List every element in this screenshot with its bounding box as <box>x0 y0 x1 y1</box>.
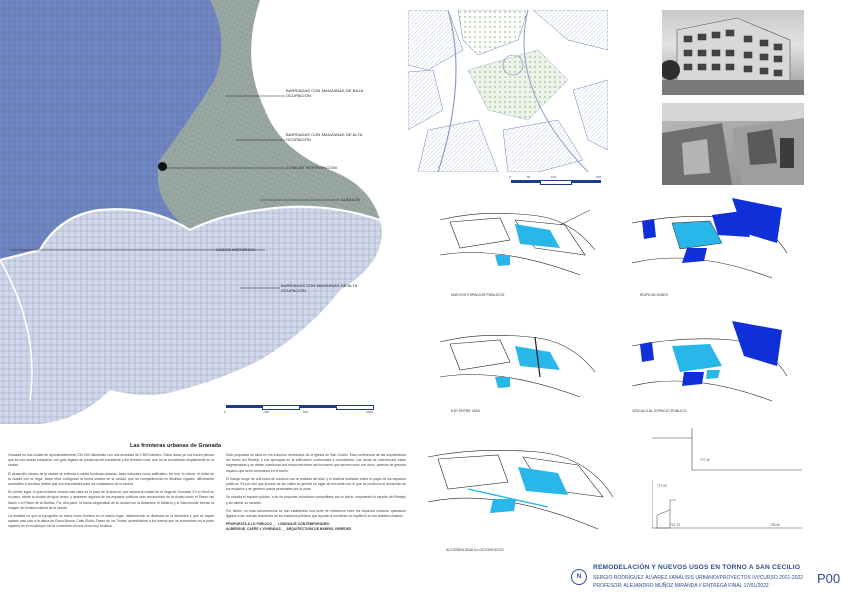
essay-column-2 <box>226 453 406 533</box>
section-dim-2: 777.00 <box>657 484 667 488</box>
label-low-density: BARRIADAS CON MANZANAS DE BAJA OCUPACIÓN <box>286 88 364 98</box>
scale-site-3: 200 <box>596 175 602 179</box>
caption-buildings: EDIFICACIONES <box>640 293 668 297</box>
scale-site-2: 100 <box>551 175 557 179</box>
label-albaicin: ALBAICÍN <box>341 197 361 202</box>
diagram-axis <box>440 322 600 407</box>
diagram-public-spaces <box>440 200 600 285</box>
scale-site-0: 0 <box>509 175 511 179</box>
label-intervention-zone: ZONA DE INTERVENCIÓN <box>286 165 337 170</box>
aerial-photo-drawing <box>662 103 804 185</box>
intervention-marker <box>158 162 167 171</box>
scale-bar-city <box>226 405 374 408</box>
essay-col1-p2: El desarrollo urbano de la ciudad se enfrenta a varias fronteras urbanas, tanto naturales como artificiales: los ríos, el relieve, el límite de la ciudad con la Vega, todos ellos configuran la forma urbana de la ciudad, que se compartimenta en distintos lugares, difícilmente accesibles a escasos límites que son importantes para los ciudadanos de la ciudad. <box>8 471 214 487</box>
professor-line: PROFESOR: ALEJANDRO MUÑOZ MIRANDA // ENTREGA FINAL 17/01/2022 <box>593 583 769 589</box>
scale-site-1: 50 <box>527 175 531 179</box>
essay-col1-p1: Granada es una ciudad de aproximadamente 230.000 habitantes con una densidad de 2.500 hab/km². Estos datos ya nos hacen pensar que es una ciudad compacta, con gran legado de presencia del estudiante y del territorio rural, que no se encuentran ampliamente en la ciudad. <box>8 453 214 468</box>
caption-axis: EJE ENTRE VÍAS <box>451 409 480 413</box>
site-plan <box>408 10 608 172</box>
label-high-density-north: BARRIADAS CON MANZANAS DE ALTA OCUPACIÓN <box>286 132 363 142</box>
essay-references: PROPUESTA A LO PÚBLICO___ LENGUAJE CONTEMPORÁNEO <box>226 522 330 527</box>
section-drawing-top <box>652 428 802 478</box>
caption-accessibility: ACCESIBILIDAD A LOS EDIFICIOS <box>446 548 504 552</box>
essay-col1-p3: En primer lugar, la gran frontera urbana más clara es el paso de la autovía, que separa la ciudad de la Vega de Granada. El río Genil es su paso, divide la ciudad de igual modo, y aparecen algunos de los espacios públicos más reconocidos de la ciudad como el Paseo del Salón o el Paseo de la Bomba. Por otra parte, la trama longitudinal de la ciudad con la Alhambra, el Albaicín y el Sacromonte forman la imagen de frontera natural de la ciudad. <box>8 490 214 510</box>
author-line: SERGIO RODRÍGUEZ ÁLVAREZ //ANÁLISIS URBANO//PROYECTOS IV//CURSO 2021-2022 <box>593 575 804 581</box>
diagram-accessibility <box>428 437 618 537</box>
essay-title: Las fronteras urbanas de Granada <box>130 443 222 449</box>
project-title: REMODELACIÓN Y NUEVOS USOS EN TORNO A SAN CECILIO <box>593 564 801 571</box>
section-dim-4: 739.40 <box>770 523 780 527</box>
caption-public-spaces: NUEVOS ESPACIOS PÚBLICOS <box>451 293 505 297</box>
label-historic-center: CASCO HISTÓRICO <box>216 247 256 252</box>
north-arrow-label: N <box>576 574 582 580</box>
building-photo <box>662 10 804 95</box>
building-photo-drawing <box>662 10 804 95</box>
sheet-number: P00 <box>817 571 841 586</box>
scale-city-2: 500 <box>303 410 309 414</box>
scale-bar-site <box>511 180 601 183</box>
essay-column-1 <box>8 453 214 530</box>
diagram-public-link <box>632 318 792 408</box>
scale-city-0: 0 <box>224 410 226 414</box>
label-high-density-south: BARRIADAS CON MANZANAS DE ALTA OCUPACIÓN <box>281 283 358 293</box>
essay-references-2: ALBERGUE, CAFÉS Y VIVIENDAS___ARQUITECTURA DE BARRIO, PAREDES <box>226 527 352 532</box>
section-dim-3: 712.70 <box>670 523 680 527</box>
section-dim-1: 727.40 <box>700 458 710 462</box>
essay-col2-p1: Esta propuesta se sitúa en los entornos inmediatos de la Iglesia de San Cecilio. Esta confluencia de las arquitecturas del barrio del Realejo y sus tipologías en la edificación conformada y consolidada. Las áreas de intervención están fragmentadas y se deben cuestionar sus relaciones entre las funciones que ejercen unos con otros, además de generar espacio que sean necesarios en el barrio. <box>226 453 407 473</box>
aerial-photo <box>662 103 804 185</box>
caption-public-link: VÍNCULO AL ESPACIO PÚBLICO <box>632 409 687 413</box>
north-arrow <box>571 569 587 585</box>
diagram-buildings <box>632 193 792 285</box>
essay-col1-p4: La realidad es que la topografía no actúa como frontera en el mismo lugar, manteniendo la distancia de la Alhambra y que se hayan sacado casi sólo a la altura de Plaza Nueva, Calle Elvira, Paseo de los Tristes, accesibilidad a los barrios que se encuentran en la parte superior de la ciudad que se ha convertido en una zona muy turística. <box>8 514 214 529</box>
essay-col2-p2: El trabajo surge de una toma de contacto con la realidad del sitio, y el análisis realizado sobre el papel de los espacios públicos. Es por ello que al paso de las calles se genera un lugar de encuentro en el que se produzca el desarrollo de los espacios y se generen pasos peatonales por la zona. <box>226 476 406 492</box>
scale-city-1: 250 <box>264 410 270 414</box>
essay-col2-p4: Por último, en esta consecuencia se han establecido una serie de relaciones entre los espacios urbanos, quedando ligados a las nuevas relaciones de los espacios públicos que ayudan a mantener un equilibrio en los ámbitos urbanos. <box>226 508 406 519</box>
essay-col2-p3: Se estudia el espacio público, a fin de proponer soluciones compatibles con el barrio, respetando el espíritu del Realejo y sin alterar su carácter. <box>226 495 406 505</box>
scale-city-3: 1000 <box>366 410 373 414</box>
city-map <box>0 0 400 425</box>
site-plan-drawing <box>408 10 608 172</box>
section-drawing-bottom <box>652 480 802 540</box>
city-map-drawing <box>0 0 400 425</box>
